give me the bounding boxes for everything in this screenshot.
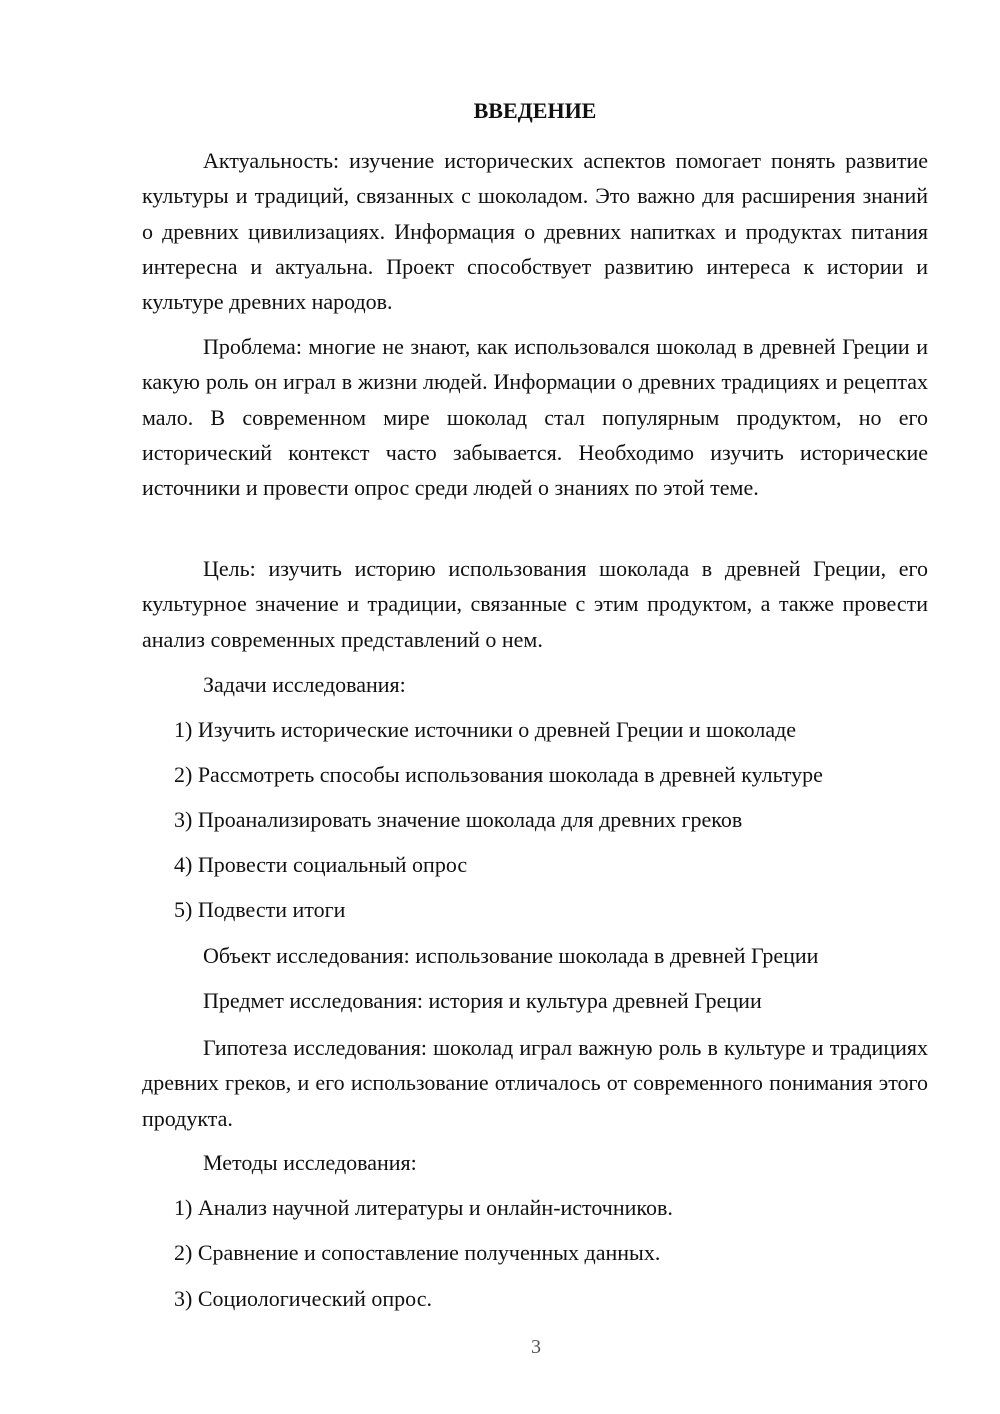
relevance-paragraph: Актуальность: изучение исторических аспектов помогает понять развитие культуры и традиций, связанных с шоколадом. Это важно для расширения знаний о древних цивилизациях. Информация о древних напитках и продуктах питания интересна и актуальна. Проект способствует развитию интереса к истории и культуре древних народов. — [142, 148, 928, 315]
task-item: 2) Рассмотреть способы использования шоколада в древней культуре — [174, 762, 823, 787]
tasks-title: Задачи исследования: — [203, 672, 406, 697]
research-subject: Предмет исследования: история и культура древней Греции — [203, 988, 762, 1013]
research-object: Объект исследования: использование шоколада в древней Греции — [203, 943, 819, 968]
task-item: 3) Проанализировать значение шоколада для древних греков — [174, 807, 743, 832]
task-item: 1) Изучить исторические источники о древней Греции и шоколаде — [174, 717, 797, 742]
methods-title: Методы исследования: — [203, 1150, 417, 1175]
section-heading: ВВЕДЕНИЕ — [473, 98, 597, 123]
hypothesis-paragraph: Гипотеза исследования: шоколад играл важную роль в культуре и традициях древних греков, и его использование отличалось от современного понимания этого продукта. — [142, 1035, 928, 1131]
problem-paragraph: Проблема: многие не знают, как использовался шоколад в древней Греции и какую роль он играл в жизни людей. Информации о древних традициях и рецептах мало. В современном мире шоколад стал популярным продуктом, но его исторический контекст часто забывается. Необходимо изучить исторические источники и провести опрос среди людей о знаниях по этой теме. — [142, 334, 928, 501]
task-item: 5) Подвести итоги — [174, 897, 346, 922]
method-item: 2) Сравнение и сопоставление полученных данных. — [174, 1240, 661, 1265]
goal-paragraph: Цель: изучить историю использования шоколада в древней Греции, его культурное значение и традиции, связанные с этим продуктом, а также провести анализ современных представлений о нем. — [142, 556, 928, 652]
page-number: 3 — [531, 1336, 541, 1358]
method-item: 3) Социологический опрос. — [174, 1286, 432, 1311]
task-item: 4) Провести социальный опрос — [174, 852, 468, 877]
method-item: 1) Анализ научной литературы и онлайн-источников. — [174, 1195, 673, 1220]
